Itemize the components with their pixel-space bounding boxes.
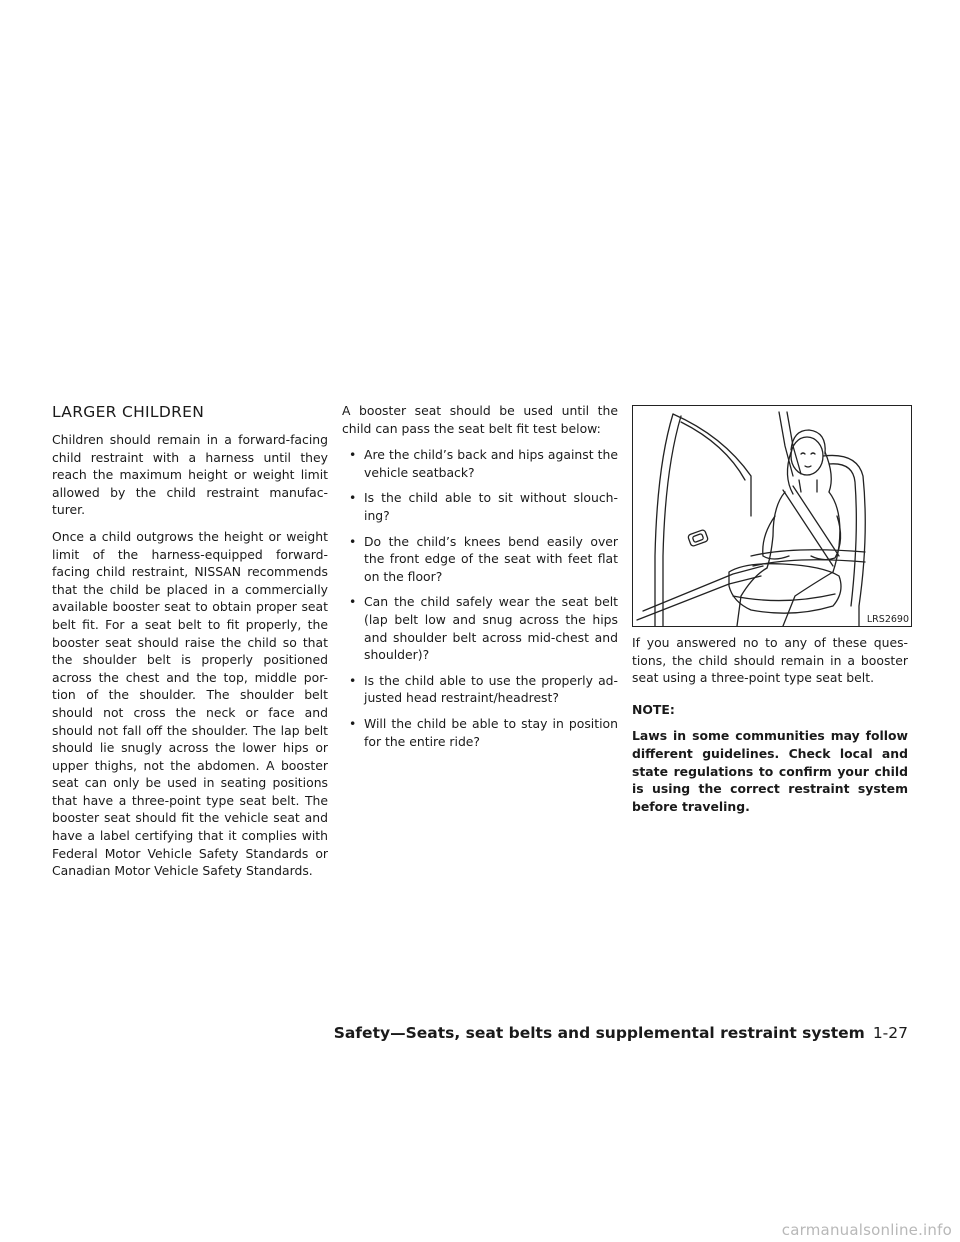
fit-test-list <box>342 446 618 750</box>
column-left <box>52 402 328 889</box>
bullet-icon: • <box>349 715 357 731</box>
list-item: • Is the child able to use the properly ad-justed head restraint/headrest? <box>349 672 618 706</box>
watermark: carmanualsonline.info <box>781 1221 952 1239</box>
fit-test-intro: A booster seat should be used until the child can pass the seat belt fit test below: <box>342 403 618 436</box>
bullet-icon: • <box>349 490 357 506</box>
note-label: NOTE: <box>632 701 675 717</box>
list-item: • Do the child’s knees bend easily over the front edge of the seat with feet flat on the floor? <box>349 533 618 584</box>
child-in-booster-seat-icon <box>633 406 911 626</box>
note-text: Laws in some communities may follow different guidelines. Check local and state regulations to confirm your child is using the correct restraint system before traveling. <box>632 728 908 814</box>
list-item: • Are the child’s back and hips against the vehicle seatback? <box>349 447 618 480</box>
section-title: LARGER CHILDREN <box>52 403 205 421</box>
figure-label: LRS2690 <box>866 614 909 625</box>
child-booster-seat-illustration <box>632 405 912 627</box>
bullet-icon: • <box>349 447 357 463</box>
bullet-icon: • <box>349 533 357 549</box>
bullet-icon: • <box>349 672 357 688</box>
list-item: • Is the child able to sit without slouch-ing? <box>349 490 618 523</box>
intro-paragraph: Children should remain in a forward-facing child restraint with a harness until they reach the maximum height or weight limit allowed by the child restraint manufac-turer. <box>52 432 328 518</box>
bullet-icon: • <box>349 594 357 610</box>
booster-paragraph: Once a child outgrows the height or weight limit of the harness-equipped forward-facing child restraint, NISSAN recommends that the child be placed in a commercially available booster seat to obtain proper seat belt fit. For a seat belt to fit properly, the booster seat should raise the child so that the shoulder belt is properly positioned across the chest and the top, middle por-tion of the shoulder. The shoulder belt should not cross the neck or face and should not fall off the shoulder. The lap belt should lie snugly across the lower hips or upper thighs, not the abdomen. A booster seat can only be used in seating positions that have a three-point type seat belt. The booster seat should fit the vehicle seat and have a label certifying that it complies with Federal Motor Vehicle Safety Standards or Canadian Motor Vehicle Safety Standards. <box>52 528 328 879</box>
footer-section-title: Safety—Seats, seat belts and supplemental restraint system <box>333 1024 865 1042</box>
page-number: 1-27 <box>872 1024 908 1042</box>
list-item: • Can the child safely wear the seat belt (lap belt low and snug across the hips and shoulder belt across mid-chest and shoulder)? <box>349 594 618 663</box>
column-middle <box>342 402 618 758</box>
page-footer <box>334 1023 908 1043</box>
list-item: • Will the child be able to stay in position for the entire ride? <box>349 715 618 749</box>
conclusion-paragraph: If you answered no to any of these ques-tions, the child should remain in a booster seat using a three-point type seat belt. <box>632 635 908 686</box>
column-right <box>632 402 908 815</box>
